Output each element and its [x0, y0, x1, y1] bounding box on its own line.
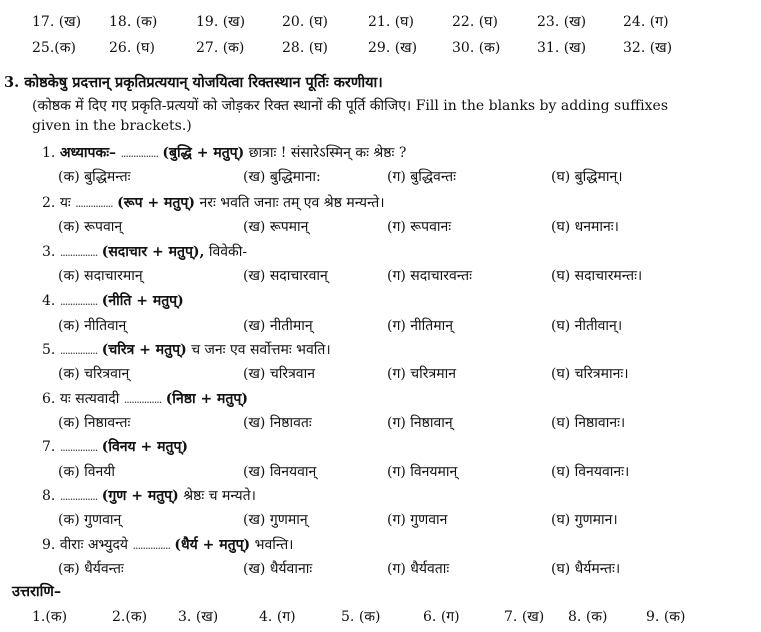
option-kha[interactable]: (ख) सदाचारवान्	[243, 268, 328, 284]
question-2-options	[0, 217, 761, 237]
prev-answer: 27. (क)	[196, 40, 245, 56]
answers-row	[0, 607, 761, 627]
option-ga[interactable]: (ग) बुद्धिवन्तः	[387, 169, 456, 185]
option-gha[interactable]: (घ) नीतीवान्।	[551, 318, 623, 334]
hint: (नीति + मतुप्)	[101, 293, 184, 309]
blank: ...............	[59, 441, 98, 454]
prev-answer: 18. (क)	[109, 14, 158, 30]
option-kha[interactable]: (ख) बुद्धिमाना:	[243, 169, 321, 185]
question-3: 3. ............... (सदाचार + मतुप्), विवेकी-	[42, 244, 248, 260]
option-gha[interactable]: (घ) गुणमान।	[551, 512, 618, 528]
option-ka[interactable]: (क) नीतिवान्	[58, 318, 127, 334]
option-kha[interactable]: (ख) विनयवान्	[243, 464, 317, 480]
option-gha[interactable]: (घ) निष्ठावानः।	[551, 415, 626, 431]
question-8-options	[0, 510, 761, 530]
question-6-options	[0, 413, 761, 433]
question-5: 5. ............... (चरित्र + मतुप्) च जनः एव सर्वोत्तमः भवति।	[42, 342, 331, 358]
blank: ...............	[75, 197, 113, 210]
question-5-options	[0, 364, 761, 384]
hint: (निष्ठा + मतुप्)	[165, 391, 248, 407]
hint: (चरित्र + मतुप्)	[101, 342, 187, 358]
question-7: 7. ............... (विनय + मतुप्)	[42, 439, 189, 455]
option-gha[interactable]: (घ) धनमानः।	[551, 219, 619, 235]
hint: (धैर्य + मतुप्)	[174, 537, 251, 553]
option-ka[interactable]: (क) चरित्रवान्	[58, 366, 130, 382]
question-6: 6. यः सत्यवादी ............... (निष्ठा + मतुप्)	[42, 391, 248, 407]
prev-answer: 17. (ख)	[32, 14, 82, 30]
answer-item: 3. (ख)	[178, 609, 219, 625]
prev-answer: 24. (ग)	[623, 14, 669, 30]
option-gha[interactable]: (घ) विनयवानः।	[551, 464, 630, 480]
answer-item: 1.(क)	[32, 609, 68, 625]
option-ga[interactable]: (ग) गुणवान	[387, 512, 448, 528]
question-2: 2. यः ............... (रूप + मतुप्) नरः भवति जनाः तम् एव श्रेष्ठ मन्यन्ते।	[42, 195, 385, 211]
prev-answer: 22. (घ)	[452, 14, 498, 30]
answer-item: 5. (क)	[341, 609, 381, 625]
question-8: 8. ............... (गुण + मतुप्) श्रेष्ठः च मन्यते।	[42, 488, 256, 504]
option-ga[interactable]: (ग) चरित्रमान	[387, 366, 456, 382]
question-4-options	[0, 316, 761, 336]
option-ka[interactable]: (क) बुद्धिमन्तः	[58, 169, 131, 185]
option-ga[interactable]: (ग) विनयमान्	[387, 464, 458, 480]
question-9: 9. वीराः अभ्युदये ............... (धैर्य + मतुप्) भवन्ति।	[42, 537, 294, 553]
hint: (विनय + मतुप्)	[101, 439, 189, 455]
option-kha[interactable]: (ख) धैर्यवानाः	[243, 561, 313, 577]
answer-item: 2.(क)	[112, 609, 148, 625]
option-gha[interactable]: (घ) बुद्धिमान्।	[551, 169, 623, 185]
option-kha[interactable]: (ख) गुणमान्	[243, 512, 308, 528]
option-ga[interactable]: (ग) सदाचारवन्तः	[387, 268, 472, 284]
option-ga[interactable]: (ग) निष्ठावान्	[387, 415, 453, 431]
question-1-options	[0, 167, 761, 187]
answer-item: 4. (ग)	[259, 609, 296, 625]
option-ka[interactable]: (क) धैर्यवन्तः	[58, 561, 124, 577]
answer-item: 8. (क)	[568, 609, 608, 625]
hint: (गुण + मतुप्)	[101, 488, 179, 504]
blank: ...............	[120, 147, 158, 160]
option-kha[interactable]: (ख) चरित्रवान	[243, 366, 315, 382]
question-4: 4. ............... (नीति + मतुप्)	[42, 293, 184, 309]
question-9-options	[0, 559, 761, 579]
option-ka[interactable]: (क) निष्ठावन्तः	[58, 415, 131, 431]
section-note-line-2: given in the brackets.)	[32, 118, 192, 134]
hint: (बुद्धि + मतुप्)	[162, 145, 245, 161]
prev-answer: 21. (घ)	[368, 14, 414, 30]
prev-answer: 28. (घ)	[282, 40, 328, 56]
hint: (सदाचार + मतुप्),	[101, 244, 205, 260]
option-ga[interactable]: (ग) नीतिमान्	[387, 318, 454, 334]
prev-answer: 23. (ख)	[537, 14, 587, 30]
option-ka[interactable]: (क) गुणवान्	[58, 512, 122, 528]
blank: ...............	[59, 246, 98, 259]
prev-answer: 30. (क)	[452, 40, 501, 56]
answer-item: 6. (ग)	[423, 609, 460, 625]
option-gha[interactable]: (घ) धैर्यमन्तः।	[551, 561, 621, 577]
prev-answer: 20. (घ)	[282, 14, 328, 30]
prev-answer: 19. (ख)	[196, 14, 246, 30]
hint: (रूप + मतुप्)	[117, 195, 195, 211]
option-ga[interactable]: (ग) रूपवानः	[387, 219, 452, 235]
answers-label: उत्तराणि–	[12, 583, 62, 600]
question-3-options	[0, 266, 761, 286]
question-1: 1. अध्यापकः– ............... (बुद्धि + मतुप्) छात्राः ! संसारेऽस्मिन् कः श्रेष्ठः ?	[42, 145, 407, 161]
option-ka[interactable]: (क) रूपवान्	[58, 219, 123, 235]
option-gha[interactable]: (घ) चरित्रमानः।	[551, 366, 629, 382]
option-ka[interactable]: (क) सदाचारमान्	[58, 268, 143, 284]
option-ga[interactable]: (ग) धैर्यवताः	[387, 561, 450, 577]
blank: ...............	[59, 344, 98, 357]
prev-answer: 25.(क)	[32, 40, 76, 56]
option-kha[interactable]: (ख) निष्ठावतः	[243, 415, 312, 431]
answer-item: 7. (ख)	[504, 609, 545, 625]
answer-item: 9. (क)	[646, 609, 686, 625]
prev-answer: 26. (घ)	[109, 40, 155, 56]
question-7-options	[0, 462, 761, 482]
option-kha[interactable]: (ख) नीतीमान्	[243, 318, 313, 334]
blank: ...............	[59, 490, 98, 503]
blank: ...............	[123, 393, 162, 406]
option-ka[interactable]: (क) विनयी	[58, 464, 116, 480]
section-note-line-1: (कोष्ठक में दिए गए प्रकृति-प्रत्ययों को जोड़कर रिक्त स्थानों की पूर्ति कीजिए। Fill in the blanks by adding suffixes	[32, 98, 669, 114]
option-gha[interactable]: (घ) सदाचारमन्तः।	[551, 268, 643, 284]
blank: ...............	[132, 539, 170, 552]
prev-answer: 29. (ख)	[368, 40, 418, 56]
option-kha[interactable]: (ख) रूपमान्	[243, 219, 309, 235]
prev-answers-row-2	[0, 38, 761, 58]
prev-answer: 32. (ख)	[623, 40, 673, 56]
prev-answers-row-1	[0, 12, 761, 32]
blank: ...............	[59, 295, 98, 308]
section-heading: 3. कोष्ठकेषु प्रदत्तान् प्रकृतिप्रत्ययान् योजयित्वा रिक्तस्थान पूर्तिः करणीया।	[4, 74, 383, 91]
prev-answer: 31. (ख)	[537, 40, 587, 56]
